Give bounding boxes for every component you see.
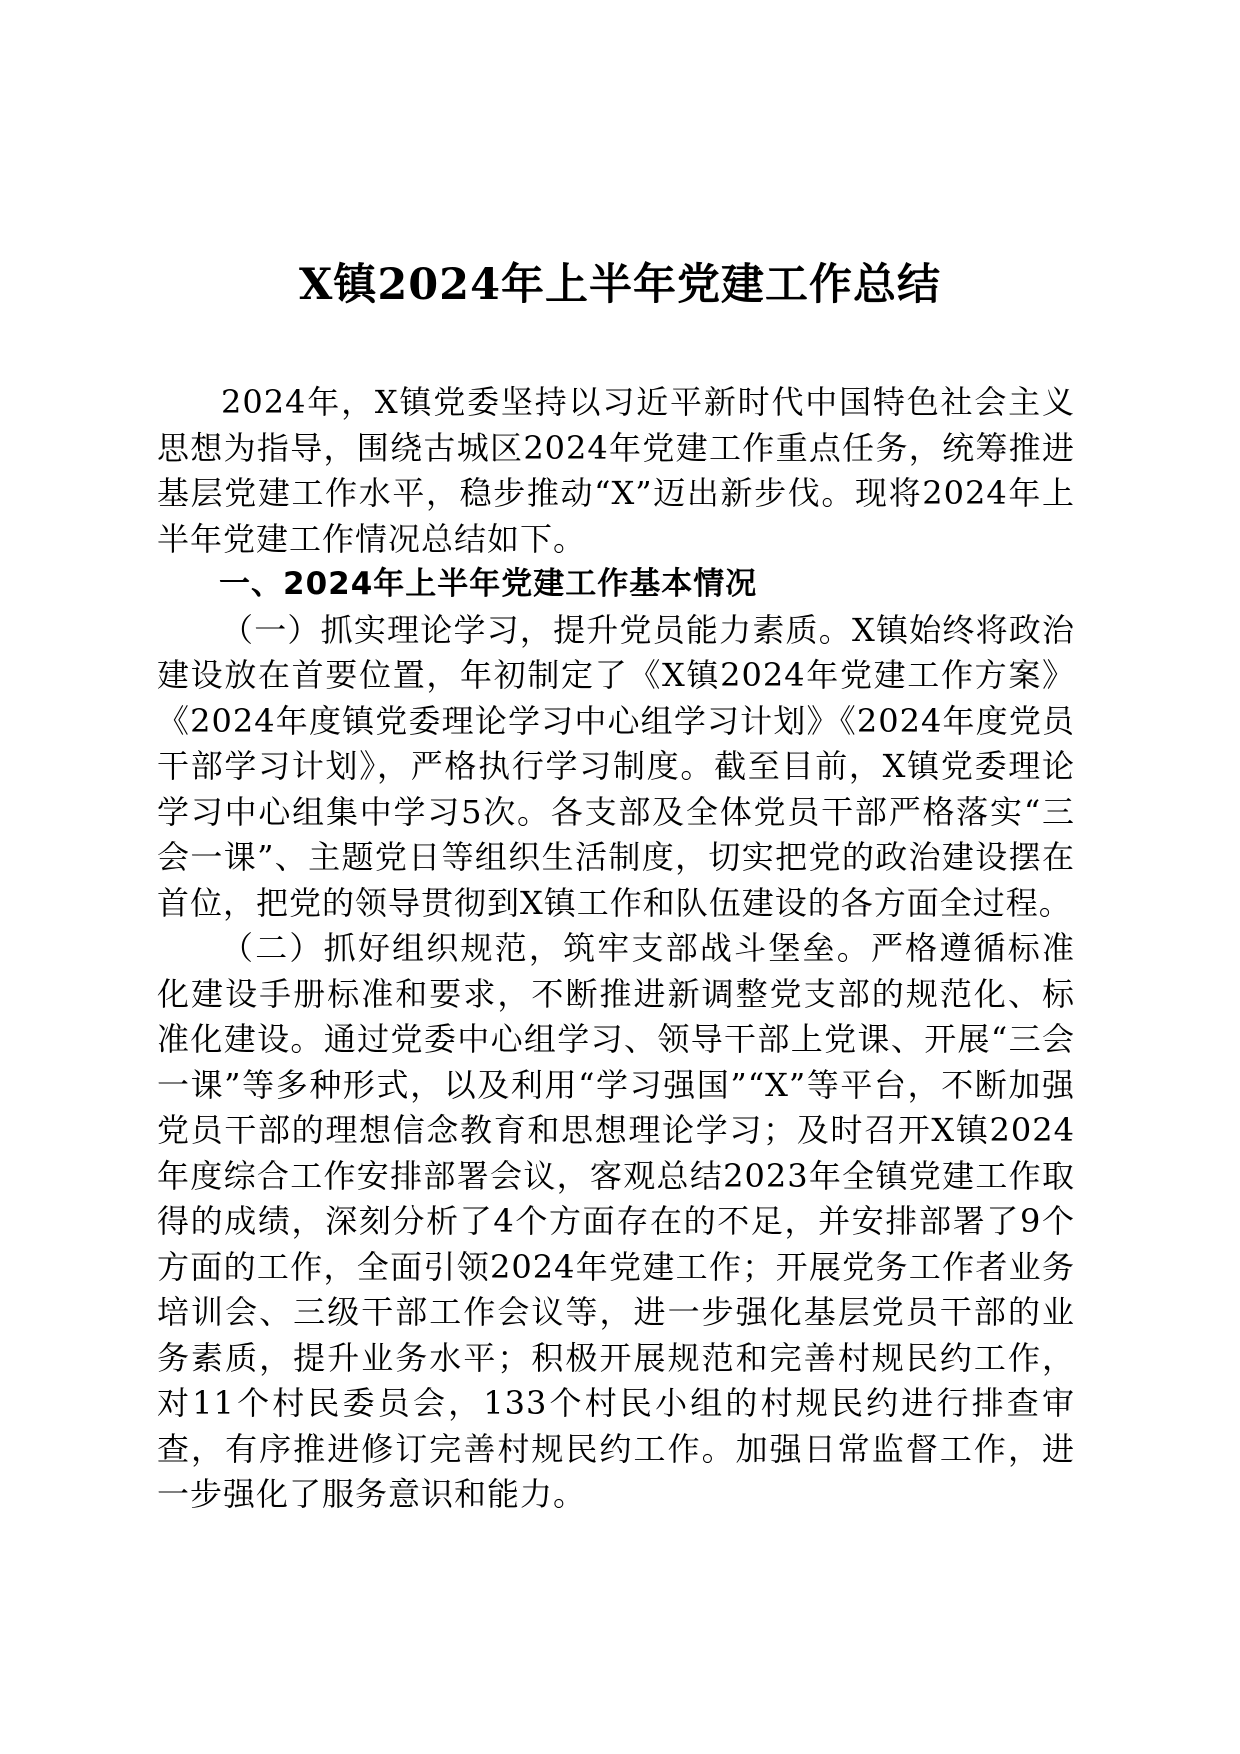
document-body [157,380,1075,1518]
section-heading: 一、2024年上半年党建工作基本情况 [219,566,758,602]
intro-paragraph: 2024年，X镇党委坚持以习近平新时代中国特色社会主义思想为指导，围绕古城区2024年党建工作重点任务，统筹推进基层党建工作水平，稳步推动“X”迈出新步伐。现将2024年上半年党建工作情况总结如下。 [157,383,1075,558]
paragraph-theory-study: （一）抓实理论学习，提升党员能力素质。X镇始终将政治建设放在首要位置，年初制定了《X镇2024年党建工作方案》《2024年度镇党委理论学习中心组学习计划》《2024年度党员干部学习计划》，严格执行学习制度。截至目前，X镇党委理论学习中心组集中学习5次。各支部及全体党员干部严格落实“三会一课”、主题党日等组织生活制度，切实把党的政治建设摆在首位，把党的领导贯彻到X镇工作和队伍建设的各方面全过程。 [157,610,1075,922]
paragraph-organization-standards: （二）抓好组织规范，筑牢支部战斗堡垒。严格遵循标准化建设手册标准和要求，不断推进新调整党支部的规范化、标准化建设。通过党委中心组学习、领导干部上党课、开展“三会一课”等多种形式，以及利用“学习强国”“X”等平台，不断加强党员干部的理想信念教育和思想理论学习；及时召开X镇2024年度综合工作安排部署会议，客观总结2023年全镇党建工作取得的成绩，深刻分析了4个方面存在的不足，并安排部署了9个方面的工作，全面引领2024年党建工作；开展党务工作者业务培训会、三级干部工作会议等，进一步强化基层党员干部的业务素质，提升业务水平；积极开展规范和完善村规民约工作，对11个村民委员会，133个村民小组的村规民约进行排查审查，有序推进修订完善村规民约工作。加强日常监督工作，进一步强化了服务意识和能力。 [157,929,1075,1513]
document-title: X镇2024年上半年党建工作总结 [298,260,942,310]
